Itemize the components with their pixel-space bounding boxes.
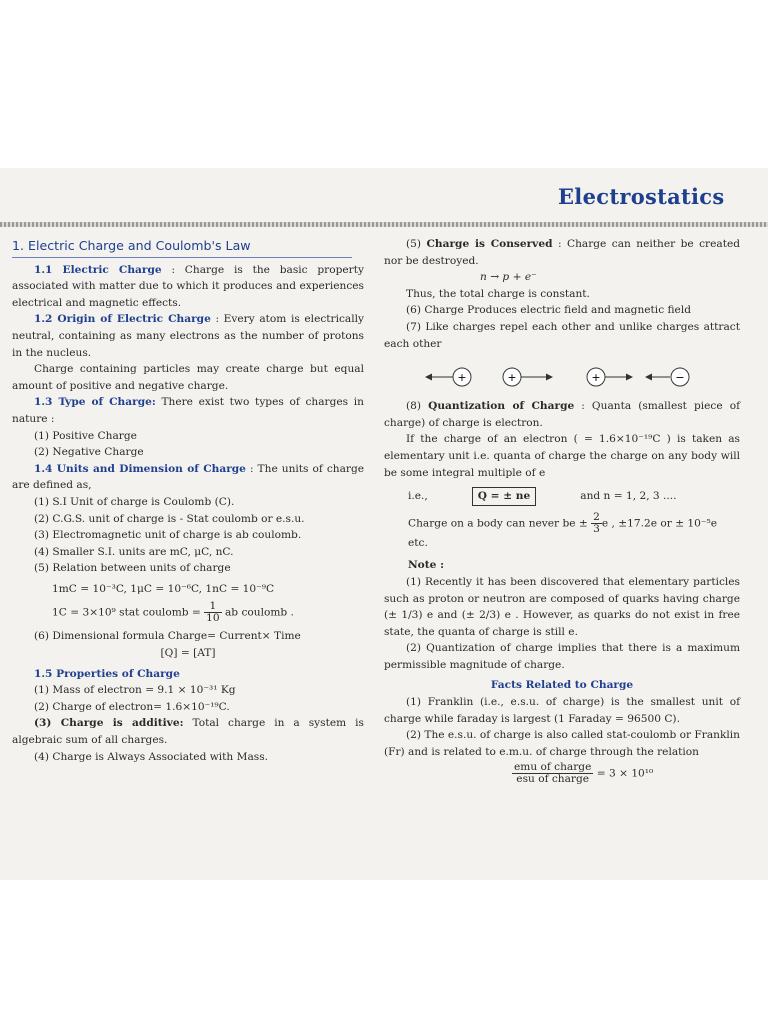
minus-sign: − xyxy=(675,371,685,385)
equation-decay: n → p + e⁻ xyxy=(480,271,537,284)
text-1-3: There exist two types of charges in nature : xyxy=(12,396,364,425)
fraction xyxy=(512,762,593,785)
fraction-denominator: 3 xyxy=(593,522,600,535)
list-item: (2) Charge of electron= 1.6×10⁻¹⁹C. xyxy=(34,700,230,713)
list-item: (2) C.G.S. unit of charge is - Stat coulomb or e.s.u. xyxy=(34,512,305,525)
heading-1-5: 1.5 Properties of Charge xyxy=(34,667,180,680)
fraction-denominator: 10 xyxy=(206,612,220,625)
para-elementary-unit: If the charge of an electron ( = 1.6×10⁻¹⁹C ) is taken as elementary unit i.e. quanta of charge the charge on any body will be some integral multiple of e xyxy=(384,433,740,479)
list-item: (1) Positive Charge xyxy=(34,429,137,442)
additive-label: (3) Charge is additive: xyxy=(34,717,184,730)
para-1-1 xyxy=(12,262,364,312)
ratio-equation xyxy=(384,762,740,785)
fraction-numerator: emu of charge xyxy=(514,761,592,774)
additive-text: Total charge in a system is algebraic sum of all charges. xyxy=(12,717,364,747)
text-1-1: : Charge is the basic property associated with matter due to which it produces and experiences electrical and magnetic effects. xyxy=(12,263,364,309)
header-rule xyxy=(0,222,768,227)
never-post: e , ±17.2e or ± 10⁻⁵e etc. xyxy=(408,517,718,549)
plus-sign: + xyxy=(591,371,601,385)
list-item: (3) Electromagnetic unit of charge is ab coulomb. xyxy=(34,529,302,542)
list-item: (1) S.I Unit of charge is Coulomb (C). xyxy=(34,495,235,508)
list-item: (2) Negative Charge xyxy=(34,446,144,459)
quantization-equation-line xyxy=(384,487,740,506)
conserved-label: Charge is Conserved xyxy=(426,238,553,250)
section-heading: 1. Electric Charge and Coulomb's Law xyxy=(12,238,352,258)
facts-heading: Facts Related to Charge xyxy=(490,679,634,692)
list-item: (6) Charge Produces electric field and magnetic field xyxy=(406,304,691,317)
note-1: (1) Recently it has been discovered that elementary particles such as proton or neutron are composed of quarks having charge (± 1/3) e and (± 2/3) e . However, as quarks do not exist in free state, the quanta of charge is still e. xyxy=(384,575,740,638)
ie-label: i.e., xyxy=(408,490,428,503)
list-item: (7) Like charges repel each other and unlike charges attract each other xyxy=(384,320,740,350)
heading-1-4: 1.4 Units and Dimension of Charge xyxy=(34,462,246,475)
ratio-value: = 3 × 10¹⁰ xyxy=(593,767,654,780)
chapter-title: Electrostatics xyxy=(558,184,725,209)
boxed-equation: Q = ± ne xyxy=(472,487,537,506)
equation-dimension: [Q] = [AT] xyxy=(160,647,216,660)
quantization-text: : Quanta (smallest piece of charge) of charge is electron. xyxy=(384,400,740,429)
fraction-numerator: 2 xyxy=(593,510,600,523)
heading-1-1: 1.1 Electric Charge xyxy=(34,263,162,276)
para-1-3 xyxy=(12,394,364,427)
fact-2: (2) The e.s.u. of charge is also called stat-coulomb or Franklin (Fr) and is related to e.m.u. of charge through the relation xyxy=(384,729,740,758)
plus-sign: + xyxy=(457,371,467,385)
note-2: (2) Quantization of charge implies that there is a maximum permissible magnitude of charge. xyxy=(384,642,740,671)
item-8-number: (8) xyxy=(406,400,429,413)
para-1-4 xyxy=(12,461,364,494)
para-1-2 xyxy=(12,311,364,361)
text-1-4: : The units of charge are defined as, xyxy=(12,462,365,492)
charge-interaction-diagram xyxy=(384,360,740,394)
item-5-number: (5) xyxy=(406,238,427,250)
charges-svg xyxy=(384,360,724,394)
plus-sign: + xyxy=(507,371,517,385)
para-additive xyxy=(12,715,364,748)
eq-stat-pre: 1C = 3×10⁹ stat coulomb = xyxy=(52,606,205,619)
fraction-denominator: esu of charge xyxy=(516,773,590,786)
fraction xyxy=(204,601,221,624)
list-item: (4) Charge is Always Associated with Mass. xyxy=(34,750,269,763)
heading-1-3: 1.3 Type of Charge: xyxy=(34,396,156,409)
n-values: and n = 1, 2, 3 .... xyxy=(580,490,677,503)
eq-stat-post: ab coulomb . xyxy=(221,606,294,619)
fraction xyxy=(591,512,602,535)
fraction-numerator: 1 xyxy=(204,601,221,613)
never-line xyxy=(384,512,740,552)
para-conserved xyxy=(384,236,740,269)
fact-1: (1) Franklin (i.e., e.s.u. of charge) is the smallest unit of charge while faraday is largest (1 Faraday = 96500 C). xyxy=(384,696,740,725)
quantization-label: Quantization of Charge xyxy=(428,400,575,413)
para-quantization xyxy=(384,398,740,431)
list-item: (1) Mass of electron = 9.1 × 10⁻³¹ Kg xyxy=(34,684,236,697)
para-1-2b: Charge containing particles may create charge but equal amount of positive and negative charge. xyxy=(12,363,364,392)
note-heading: Note : xyxy=(408,559,444,572)
para-constant: Thus, the total charge is constant. xyxy=(406,287,590,300)
left-column xyxy=(12,238,364,765)
equation-units: 1mC = 10⁻³C, 1μC = 10⁻⁶C, 1nC = 10⁻⁹C xyxy=(52,582,275,595)
never-pre: Charge on a body can never be ± xyxy=(408,517,592,530)
text-1-2: : Every atom is electrically neutral, containing as many electrons as the number of protons in the nucleus. xyxy=(12,313,364,359)
equation-stat-coulomb xyxy=(12,601,364,624)
right-column xyxy=(384,236,740,785)
list-item: (6) Dimensional formula Charge= Current× Time xyxy=(34,630,301,643)
conserved-text: : Charge can neither be created nor be destroyed. xyxy=(384,238,740,267)
list-item: (4) Smaller S.I. units are mC, μC, nC. xyxy=(34,545,234,558)
list-item: (5) Relation between units of charge xyxy=(34,562,231,575)
heading-1-2: 1.2 Origin of Electric Charge xyxy=(34,313,211,326)
